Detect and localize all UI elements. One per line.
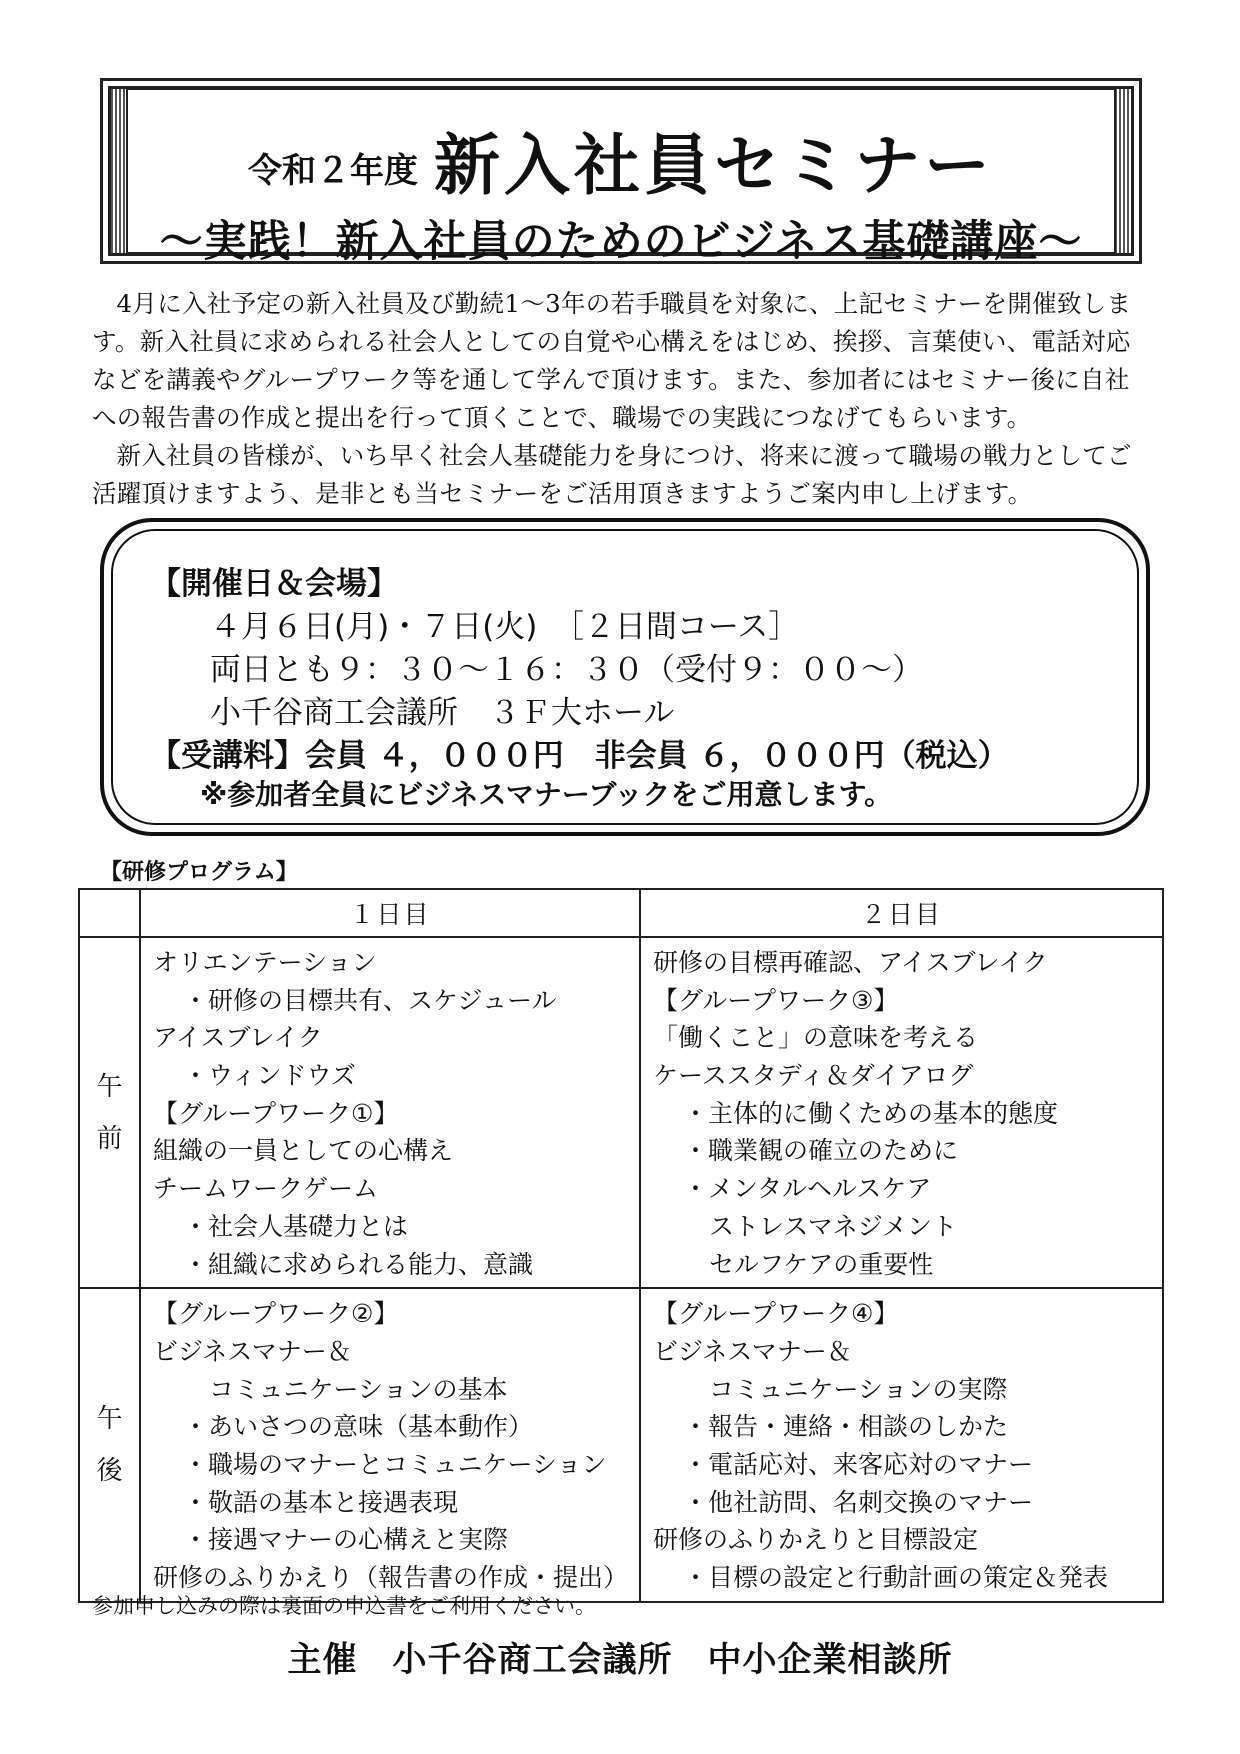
program-item: ・主体的に働くための基本的態度 [683, 1098, 1059, 1128]
page-title: 新入社員セミナー [434, 127, 994, 204]
morning-day1-list [141, 938, 639, 1287]
program-item: 【グループワーク①】 [153, 1098, 399, 1128]
program-item: 研修のふりかえり（報告書の作成・提出） [153, 1563, 629, 1592]
program-item: 【グループワーク④】 [653, 1299, 899, 1329]
title-frame [100, 78, 1142, 267]
program-item: ・他社訪問、名刺交換のマナー [683, 1487, 1034, 1517]
afternoon-label [79, 1288, 140, 1602]
program-item: オリエンテーション [153, 948, 377, 977]
program-item: コミュニケーションの基本 [209, 1374, 508, 1404]
program-header-row [79, 889, 1163, 937]
program-item: ・メンタルヘルスケア [683, 1174, 932, 1204]
morning-day2-list [641, 938, 1162, 1287]
program-item: チームワークゲーム [153, 1174, 379, 1204]
event-venue: 小千谷商工会議所 ３Ｆ大ホール [210, 695, 675, 731]
program-item: コミュニケーションの実際 [709, 1374, 1008, 1404]
program-item: 組織の一員としての心構え [153, 1136, 454, 1166]
morning-row [79, 937, 1163, 1288]
program-item: ビジネスマナー＆ [153, 1336, 352, 1366]
program-item: ・組織に求められる能力、意識 [183, 1249, 534, 1279]
program-item: ・ウィンドウズ [183, 1061, 356, 1091]
program-item: ・職業観の確立のために [683, 1136, 959, 1166]
morning-day1-cell [140, 937, 640, 1288]
afternoon-row [79, 1288, 1163, 1602]
page-subtitle: ～実践！新入社員のためのビジネス基礎講座～ [159, 217, 1083, 267]
program-item: 【グループワーク③】 [653, 985, 899, 1015]
event-gift-note: ※参加者全員にビジネスマナーブックをご用意します。 [200, 778, 893, 811]
program-item: ・敬語の基本と接遇表現 [183, 1487, 459, 1517]
program-item: ・職場のマナーとコミュニケーション [183, 1449, 607, 1479]
event-fee: 【受講料】会員 ４，０００円 非会員 ６，０００円（税込） [150, 738, 1009, 774]
program-item: セルフケアの重要性 [709, 1249, 934, 1279]
day1-header: １日目 [140, 889, 640, 937]
program-item: 「働くこと」の意味を考える [653, 1023, 979, 1053]
afternoon-label-char-2: 後 [96, 1455, 123, 1486]
event-heading: 【開催日＆会場】 [150, 566, 398, 602]
day2-header: ２日目 [640, 889, 1163, 937]
event-dates: ４月６日(月)・７日(火) ［２日間コース］ [210, 609, 800, 645]
program-item: 研修の目標再確認、アイスブレイク [653, 948, 1048, 977]
program-item: ・電話応対、来客応対のマナー [683, 1449, 1034, 1479]
title-row [128, 112, 1114, 207]
intro-text [92, 285, 1152, 513]
afternoon-day2-cell [640, 1288, 1163, 1602]
program-item: ・あいさつの意味（基本動作） [183, 1412, 534, 1442]
program-item: ・目標の設定と行動計画の策定＆発表 [683, 1563, 1109, 1592]
program-table [78, 888, 1164, 1603]
morning-label [79, 937, 140, 1288]
program-label: 【研修プログラム】 [100, 860, 298, 885]
morning-label-char-1: 午 [96, 1071, 123, 1102]
event-time: 両日とも９：３０～１６：３０（受付９：００～） [210, 652, 923, 688]
afternoon-day2-list [641, 1289, 1162, 1601]
application-note: 参加申し込みの際は裏面の申込書をご利用ください。 [92, 1594, 596, 1618]
morning-day2-cell [640, 937, 1163, 1288]
fiscal-year-label: 令和２年度 [248, 151, 418, 191]
afternoon-day1-list [141, 1289, 639, 1601]
afternoon-label-char-1: 午 [96, 1403, 123, 1434]
program-item: ・研修の目標共有、スケジュール [183, 985, 557, 1015]
title-panel [126, 88, 1116, 267]
program-item: ケーススタディ＆ダイアログ [653, 1061, 974, 1091]
program-item: ストレスマネジメント [709, 1211, 958, 1241]
afternoon-day1-cell [140, 1288, 640, 1602]
program-item: 【グループワーク②】 [153, 1299, 399, 1329]
program-item: ・接遇マナーの心構えと実際 [183, 1525, 509, 1555]
organizer: 主催 小千谷商工会議所 中小企業相談所 [287, 1640, 953, 1680]
program-item: ・社会人基礎力とは [183, 1211, 409, 1241]
event-info-box [100, 518, 1150, 836]
program-item: アイスブレイク [153, 1023, 323, 1053]
program-item: ビジネスマナー＆ [653, 1336, 852, 1366]
intro-paragraph-2: 新入社員の皆様が、いち早く社会人基礎能力を身につけ、将来に渡って職場の戦力としてご活躍頂けますよう、是非とも当セミナーをご活用頂きますようご案内申し上げます。 [92, 441, 1132, 508]
corner-cell [79, 889, 140, 937]
program-item: 研修のふりかえりと目標設定 [653, 1525, 979, 1555]
morning-label-char-2: 前 [96, 1123, 123, 1154]
program-item: ・報告・連絡・相談のしかた [683, 1412, 1009, 1442]
intro-paragraph-1: 4月に入社予定の新入社員及び勤続1～3年の若手職員を対象に、上記セミナーを開催致します。新入社員に求められる社会人としての自覚や心構えをはじめ、挨拶、言葉使い、電話対応などを講義やグループワーク等を通して学んで頂けます。また、参加者にはセミナー後に自社への報告書の作成と提出を行って頂くことで、職場での実践につなげてもらいます。 [92, 289, 1132, 432]
